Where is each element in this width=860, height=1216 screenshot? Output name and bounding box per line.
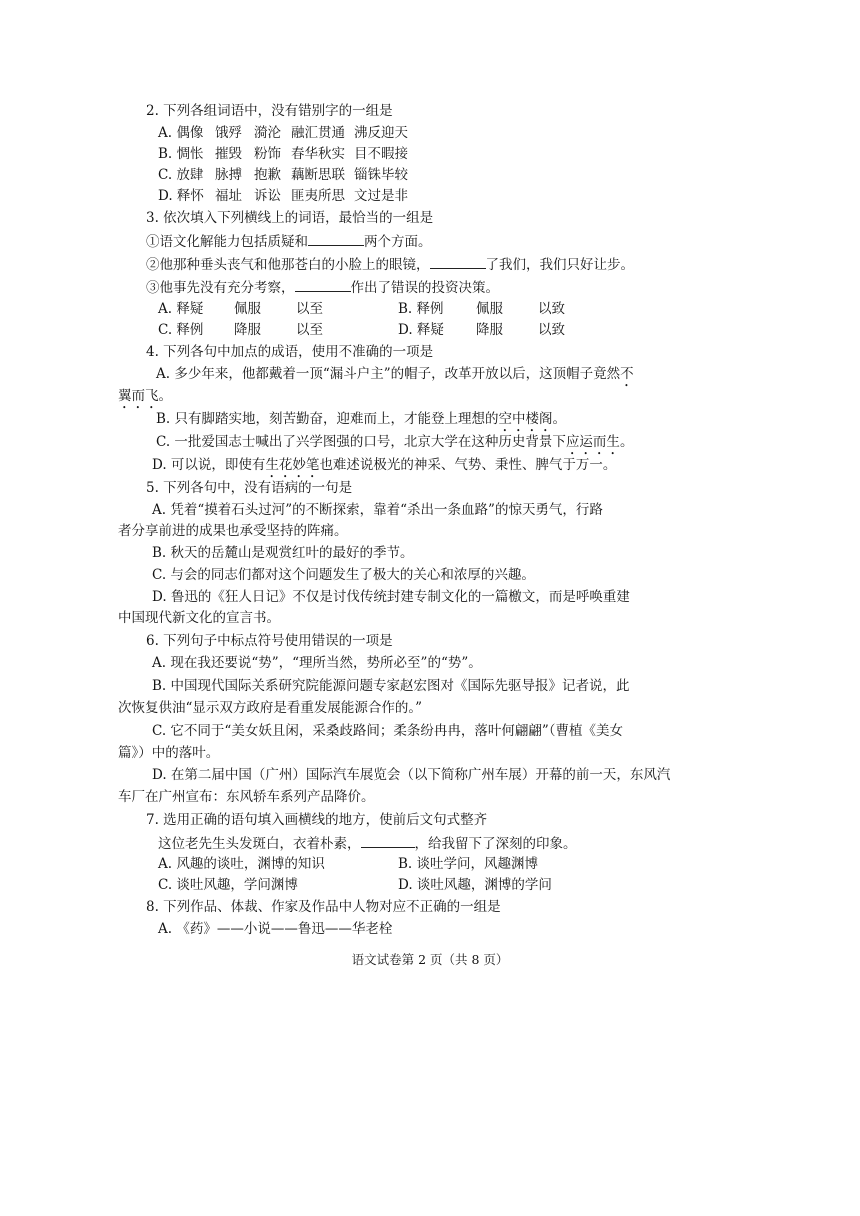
- q6-option-d-line1: D. 在第二届中国（广州）国际汽车展览会（以下简称广州车展）开幕的前一天，东风汽: [152, 767, 671, 783]
- q3-sentence-2: ②他那种垂头丧气和他那苍白的小脸上的眼镜， 了我们，我们只好让步。: [146, 254, 634, 274]
- q3-blank-3: [295, 277, 351, 292]
- q3-sentence-1: ①语文化解能力包括质疑和 两个方面。: [146, 231, 432, 251]
- q7-stem: 7. 选用正确的语句填入画横线的地方，使前后文句式整齐: [146, 812, 488, 828]
- q8-option-a: A. 《药》——小说——鲁迅——华老栓: [158, 921, 393, 937]
- q6-option-b-line2: 次恢复供油“显示双方政府是看重发展能源合作的。”: [118, 700, 423, 716]
- q6-option-a: A. 现在我还要说“势”，“理所当然，势所必至”的“势”。: [152, 655, 482, 671]
- q6-option-d-line2: 车厂在广州宣布：东风轿车系列产品降价。: [118, 789, 375, 805]
- q6-option-c-line1: C. 它不同于“美女妖且闲，采桑歧路间；柔条纷冉冉，落叶何翩翩”（曹植《美女: [152, 723, 623, 739]
- q5-option-a-line2: 者分享前进的成果也承受坚持的阵痛。: [118, 523, 348, 539]
- q4-option-c: C. 一批爱国志士喊出了兴学图强的口号，北京大学在这种历史背景下应运而生。: [156, 434, 634, 450]
- q4-option-d: D. 可以说，即使有生花妙笔也难述说极光的神采、气势、秉性、脾气于万一。: [152, 457, 617, 473]
- q5-option-d-line1: D. 鲁迅的《狂人日记》不仅是讨伐传统封建专制文化的一篇檄文，而是呼唤重建: [152, 589, 630, 605]
- q3-blank-1: [308, 231, 364, 246]
- q6-option-b-line1: B. 中国现代国际关系研究院能源问题专家赵宏图对《国际先驱导报》记者说，此: [152, 678, 630, 694]
- q5-option-c: C. 与会的同志们都对这个问题发生了极大的关心和浓厚的兴趣。: [152, 567, 535, 583]
- q6-option-c-line2: 篇》）中的落叶。: [118, 745, 220, 761]
- q7-sentence: 这位老先生头发斑白，衣着朴素， ，给我留下了深刻的印象。: [158, 833, 577, 853]
- page-footer: 语文试卷第 2 页（共 8 页）: [351, 952, 509, 967]
- q5-option-b: B. 秋天的岳麓山是观赏红叶的最好的季节。: [152, 545, 414, 561]
- q2-stem: 2. 下列各组词语中，没有错别字的一组是: [146, 103, 393, 119]
- q5-option-d-line2: 中国现代新文化的宣言书。: [118, 610, 280, 626]
- q3-blank-2: [430, 254, 486, 269]
- q5-stem: 5. 下列各句中，没有语病的一句是: [146, 480, 353, 496]
- q4-option-a-line2: 翼而飞。: [118, 388, 172, 404]
- q7-blank: [361, 833, 415, 848]
- q8-stem: 8. 下列作品、体裁、作家及作品中人物对应不正确的一组是: [146, 899, 501, 915]
- q4-stem: 4. 下列各句中加点的成语，使用不准确的一项是: [146, 344, 434, 360]
- exam-page: 2. 下列各组词语中，没有错别字的一组是 A. 偶像 饿殍 漪沦 融汇贯通 沸反迎天 B. 惆怅 摧毁 粉饰 春华秋实 目不暇接 C. 放肆 脉搏 抱歉 藕断思联 锱铢毕较 D. 释怀 福址 诉讼 匪夷所思 文过是非 3. 依次填入下列横线上的词语，最恰当的一组是 ①语文化解能力包括质疑和 两个方面。 ②他那种垂头丧气和他那苍白的小脸上的眼镜， 了我们，我们只好让步。 ③他事先没有充分考察， 作出了错误的投资决策。 A. 释疑 佩服 以至 B. 释例 佩服 以致 C. 释例 降服 以至 D. 释疑 降服 以致 4. 下列各句中加点的成语，使用不准确的一项是 A. 多少年来，他都戴着一顶“漏斗户主”的帽子，改革开放以后，这顶帽子竟然不 翼而飞。 B. 只有脚踏实地，刻苦勤奋，迎难而上，才能登上理想的空中楼阁。 C. 一批爱国志士喊出了兴学图强的口号，北京大学在这种历史背景下应运而生。 D. 可以说，即使有生花妙笔也难述说极光的神采、气势、秉性、脾气于万一。 5. 下列各句中，没有语病的一句是 A. 凭着“摸着石头过河”的不断探索，靠着“杀出一条血路”的惊天勇气，行路 者分享前进的成果也承受坚持的阵痛。 B. 秋天的岳麓山是观赏红叶的最好的季节。 C. 与会的同志们都对这个问题发生了极大的关心和浓厚的兴趣。 D. 鲁迅的《狂人日记》不仅是讨伐传统封建专制文化的一篇檄文，而是呼唤重建 中国现代新文化的宣言书。 6. 下列句子中标点符号使用错误的一项是 A. 现在我还要说“势”，“理所当然，势所必至”的“势”。 B. 中国现代国际关系研究院能源问题专家赵宏图对《国际先驱导报》记者说，此 次恢复供油“显示双方政府是看重发展能源合作的。” C. 它不同于“美女妖且闲，采桑歧路间；柔条纷冉冉，落叶何翩翩”（曹植《美女 篇》）中的落叶。 D. 在第二届中国（广州）国际汽车展览会（以下简称广州车展）开幕的前一天，东风汽 车厂在广州宣布：东风轿车系列产品降价。 7. 选用正确的语句填入画横线的地方，使前后文句式整齐 这位老先生头发斑白，衣着朴素， ，给我留下了深刻的印象。 A. 风趣的谈吐，渊博的知识 B. 谈吐学问，风趣渊博 C. 谈吐风趣，学问渊博 D. 谈吐风趣，渊博的学问 8. 下列作品、体裁、作家及作品中人物对应不正确的一组是 A. 《药》——小说——鲁迅——华老栓 语文试卷第 2 页（共 8 页）: [0, 0, 860, 1216]
- q6-stem: 6. 下列句子中标点符号使用错误的一项是: [146, 633, 393, 649]
- q3-stem: 3. 依次填入下列横线上的词语，最恰当的一组是: [146, 210, 434, 226]
- q4-option-b: B. 只有脚踏实地，刻苦勤奋，迎难而上，才能登上理想的空中楼阁。: [156, 411, 567, 427]
- q3-sentence-3: ③他事先没有充分考察， 作出了错误的投资决策。: [146, 277, 499, 297]
- q4-option-a-line1: A. 多少年来，他都戴着一顶“漏斗户主”的帽子，改革开放以后，这顶帽子竟然不: [156, 366, 634, 382]
- q5-option-a-line1: A. 凭着“摸着石头过河”的不断探索，靠着“杀出一条血路”的惊天勇气，行路: [152, 502, 603, 518]
